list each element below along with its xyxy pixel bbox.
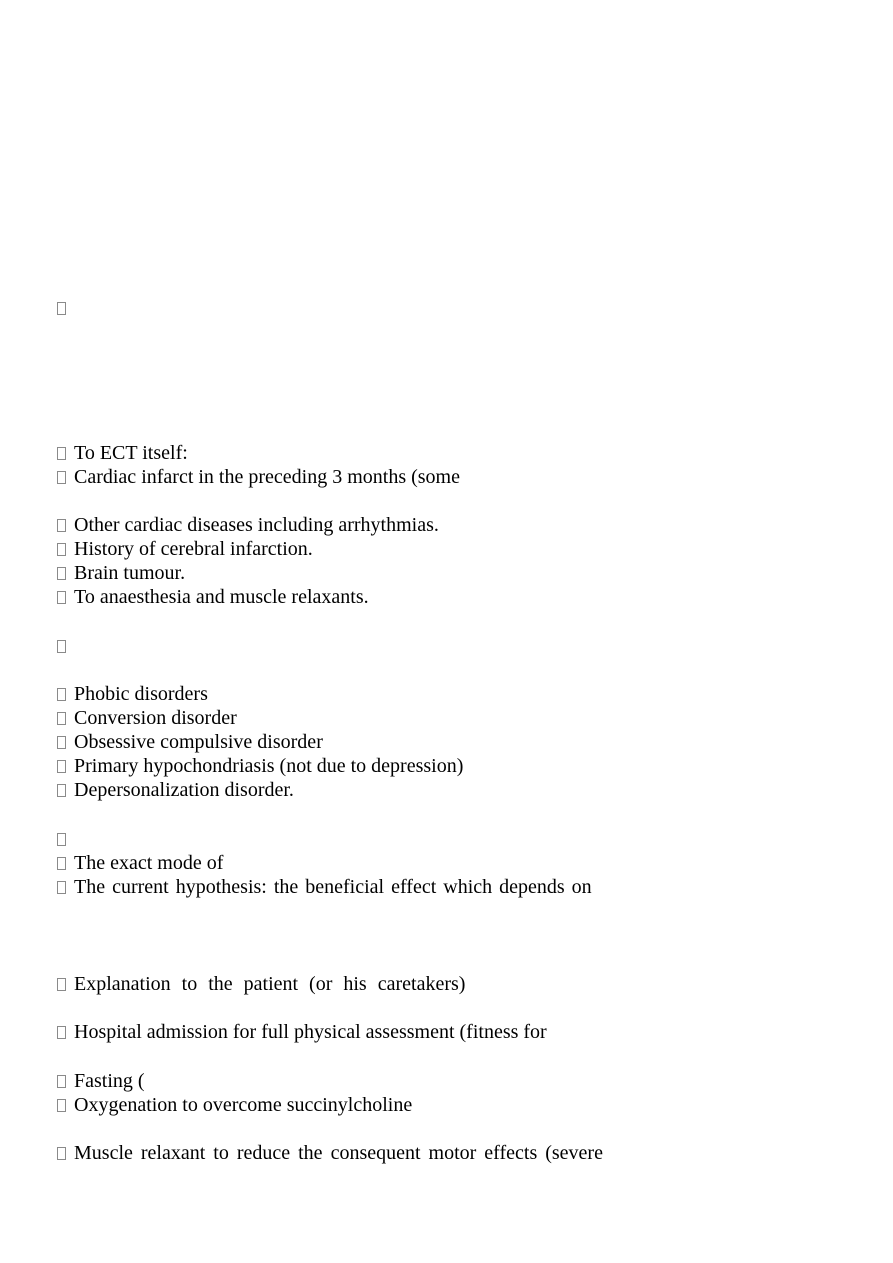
bullet-line [57, 1020, 547, 1044]
empty-bullet-item [57, 634, 74, 658]
line-text: Fasting ( [74, 1070, 145, 1092]
bullet-line [57, 972, 465, 996]
bullet-box-icon [57, 1099, 66, 1112]
line-text: To anaesthesia and muscle relaxants. [74, 586, 369, 608]
bullet-box-icon [57, 784, 66, 797]
bullet-line [57, 754, 463, 778]
bullet-box-icon [57, 712, 66, 725]
bullet-line [57, 513, 439, 537]
line-text: Other cardiac diseases including arrhythmias. [74, 514, 439, 536]
bullet-box-icon [57, 857, 66, 870]
bullet-line [57, 706, 237, 730]
line-text: The current hypothesis: the beneficial effect which depends on [74, 876, 592, 898]
bullet-box-icon [57, 543, 66, 556]
bullet-line [57, 1093, 412, 1117]
bullet-line [57, 561, 185, 585]
bullet-box-icon [57, 447, 66, 460]
empty-bullet-item [57, 296, 74, 320]
empty-bullet-item [57, 827, 74, 851]
bullet-box-icon [57, 519, 66, 532]
line-text: Conversion disorder [74, 707, 237, 729]
bullet-line [57, 585, 369, 609]
bullet-line [57, 778, 294, 802]
line-text: Oxygenation to overcome succinylcholine [74, 1094, 413, 1116]
line-text: Explanation to the patient (or his caretakers) [74, 973, 466, 995]
line-text: Brain tumour. [74, 562, 186, 584]
bullet-line [57, 1069, 145, 1093]
bullet-line [57, 851, 223, 875]
bullet-box-icon [57, 471, 66, 484]
bullet-box-icon [57, 1075, 66, 1088]
bullet-box-icon [57, 1147, 66, 1160]
bullet-box-icon [57, 302, 66, 315]
bullet-line [57, 1141, 603, 1165]
bullet-box-icon [57, 881, 66, 894]
line-text: To ECT itself: [74, 442, 188, 464]
line-text: Cardiac infarct in the preceding 3 months (some [74, 466, 460, 488]
bullet-box-icon [57, 567, 66, 580]
bullet-box-icon [57, 978, 66, 991]
bullet-line [57, 875, 592, 899]
bullet-box-icon [57, 591, 66, 604]
bullet-box-icon [57, 640, 66, 653]
bullet-box-icon [57, 760, 66, 773]
bullet-line [57, 465, 460, 489]
line-text: Primary hypochondriasis (not due to depression) [74, 755, 464, 777]
bullet-box-icon [57, 688, 66, 701]
bullet-line [57, 682, 208, 706]
line-text: Obsessive compulsive disorder [74, 731, 323, 753]
bullet-line [57, 441, 188, 465]
line-text: Muscle relaxant to reduce the consequent motor effects (severe [74, 1142, 603, 1164]
bullet-box-icon [57, 1026, 66, 1039]
line-text: History of cerebral infarction. [74, 538, 313, 560]
line-text: Depersonalization disorder. [74, 779, 294, 801]
bullet-line [57, 730, 323, 754]
line-text: Hospital admission for full physical assessment (fitness for [74, 1021, 547, 1043]
bullet-line [57, 537, 313, 561]
bullet-box-icon [57, 736, 66, 749]
bullet-box-icon [57, 833, 66, 846]
line-text: The exact mode of [74, 852, 224, 874]
line-text: Phobic disorders [74, 683, 208, 705]
